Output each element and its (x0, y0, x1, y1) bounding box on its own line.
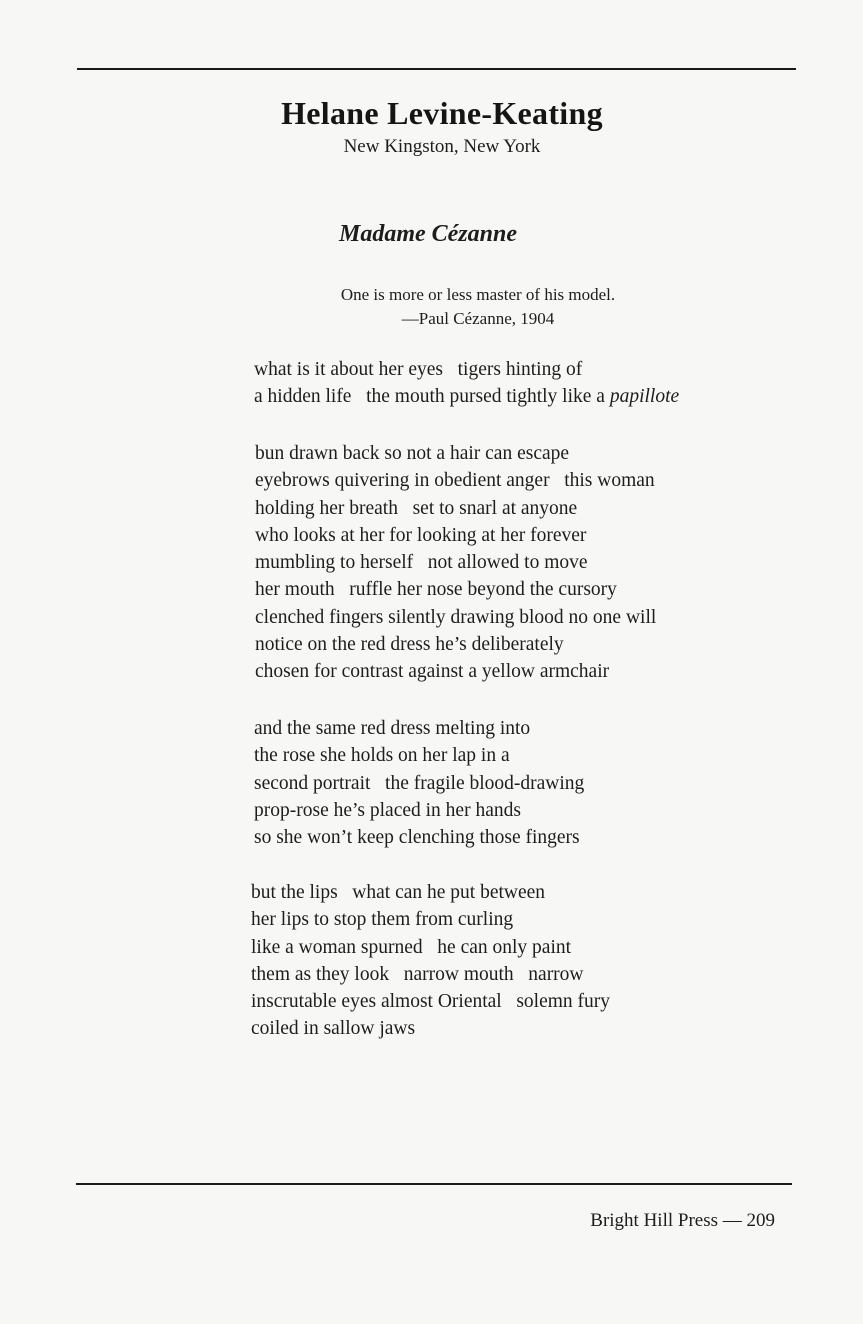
poem-line: coiled in sallow jaws (251, 1018, 416, 1040)
bottom-rule (76, 1183, 792, 1185)
author-location: New Kingston, New York (343, 136, 541, 157)
poem-line: who looks at her for looking at her forever (255, 524, 587, 546)
poem-line: holding her breath set to snarl at anyone (255, 497, 578, 519)
poem-line: like a woman spurned he can only paint (251, 936, 572, 958)
epigraph-quote: One is more or less master of his model. (340, 285, 616, 304)
italic-word: papillote (609, 386, 680, 408)
poem-line: her lips to stop them from curling (251, 909, 514, 931)
poem-line: but the lips what can he put between (251, 882, 546, 903)
poem-line: clenched fingers silently drawing blood no one will (255, 606, 657, 628)
poem-line: them as they look narrow mouth narrow (251, 963, 584, 985)
epigraph (0, 283, 863, 331)
poem-line-text: a hidden life the mouth pursed tightly like a (254, 386, 610, 408)
poem-line: her mouth ruffle her nose beyond the cursory (255, 579, 617, 601)
poem-line: chosen for contrast against a yellow armchair (255, 661, 610, 683)
poem-line: notice on the red dress he’s deliberately (255, 634, 564, 656)
author-name: Helane Levine-Keating (281, 95, 603, 131)
poem-line: prop-rose he’s placed in her hands (254, 799, 521, 821)
poem-line: what is it about her eyes tigers hinting of (254, 359, 583, 380)
page-footer: Bright Hill Press — 209 (590, 1210, 775, 1231)
stanza-1 (254, 356, 679, 411)
poem-line: and the same red dress melting into (254, 718, 531, 739)
poem-line: eyebrows quivering in obedient anger this woman (255, 470, 655, 492)
poem-line: mumbling to herself not allowed to move (255, 552, 588, 574)
top-rule (77, 68, 796, 70)
poem-line: bun drawn back so not a hair can escape (255, 443, 570, 464)
stanza-3 (254, 715, 584, 851)
poem-title: Madame Cézanne (338, 221, 517, 247)
poem-line: so she won’t keep clenching those fingers (254, 827, 580, 849)
poem-line: inscrutable eyes almost Oriental solemn fury (251, 991, 611, 1013)
stanza-2 (255, 440, 656, 686)
stanza-4 (251, 879, 610, 1043)
epigraph-attribution: —Paul Cézanne, 1904 (401, 309, 555, 328)
poem-line (254, 383, 679, 410)
poem-line: the rose she holds on her lap in a (254, 745, 510, 767)
poem-line: second portrait the fragile blood-drawing (254, 772, 585, 794)
